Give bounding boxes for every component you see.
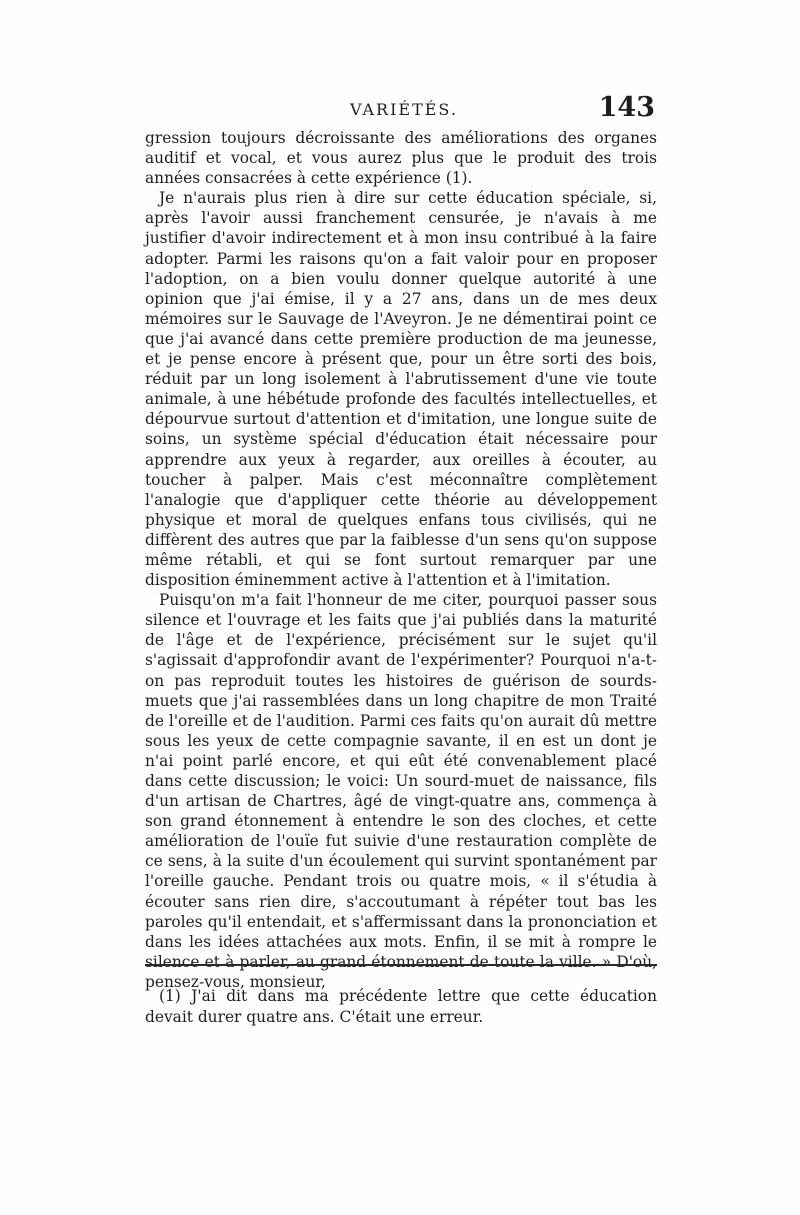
page-header — [145, 92, 655, 130]
paragraph: gression toujours décroissante des améliorations des organes auditif et vocal, et vous aurez plus que le produit des trois années consacrées à cette expérience (1). — [145, 129, 657, 188]
footnote-divider — [145, 964, 657, 966]
footnote: (1) J'ai dit dans ma précédente lettre que cette éducation devait durer quatre ans. C'était une erreur. — [145, 987, 657, 1026]
paragraph: Je n'aurais plus rien à dire sur cette éducation spéciale, si, après l'avoir aussi franchement censurée, je n'avais à me justifier d'avoir indirectement et à mon insu contribué à la faire adopter. Parmi les raisons qu'on a fait valoir pour en proposer l'adoption, on a bien voulu donner quelque autorité à une opinion que j'ai émise, il y a 27 ans, dans un de mes deux mémoires sur le Sauvage de l'Aveyron. Je ne démentirai point ce que j'ai avancé dans cette première production de ma jeunesse, et je pense encore à présent que, pour un être sorti des bois, réduit par un long isolement à l'abrutissement d'une vie toute animale, à une hébétude profonde des facultés intellectuelles, et dépourvue surtout d'attention et d'imitation, une longue suite de soins, un système spécial d'éducation était nécessaire pour apprendre aux yeux à regarder, aux oreilles à écouter, au toucher à palper. Mais c'est méconnaître complètement l'analogie que d'appliquer cette théorie au développement physique et moral de quelques enfans tous civilisés, qui ne diffèrent des autres que par la faiblesse d'un sens qu'on suppose même rétabli, et qui se font surtout remarquer par une disposition éminemment active à l'attention et à l'imitation. — [145, 189, 657, 590]
running-head: VARIÉTÉS. — [350, 100, 458, 119]
page-number: 143 — [598, 92, 655, 123]
paragraph: Puisqu'on m'a fait l'honneur de me citer, pourquoi passer sous silence et l'ouvrage et les faits que j'ai publiés dans la maturité de l'âge et de l'expérience, précisément sur le sujet qu'il s'agissait d'approfondir avant de l'expérimenter? Pourquoi n'a-t-on pas reproduit toutes les histoires de guérison de sourds-muets que j'ai rassemblées dans un long chapitre de mon Traité de l'oreille et de l'audition. Parmi ces faits qu'on aurait dû mettre sous les yeux de cette compagnie savante, il en est un dont je n'ai point parlé encore, et qui eût été convenablement placé dans cette discussion; le voici: Un sourd-muet de naissance, fils d'un artisan de Chartres, âgé de vingt-quatre ans, commença à son grand étonnement à entendre le son des cloches, et cette amélioration de l'ouïe fut suivie d'une restauration complète de ce sens, à la suite d'un écoulement qui survint spontanément par l'oreille gauche. Pendant trois ou quatre mois, « il s'étudia à écouter sans rien dire, s'accoutumant à répéter tout bas les paroles qu'il entendait, et s'affermissant dans la prononciation et dans les idées attachées aux mots. Enfin, il se mit à rompre le silence et à parler, au grand étonnement de toute la ville. » D'où, pensez-vous, monsieur, — [145, 591, 657, 991]
body-text — [145, 128, 657, 992]
